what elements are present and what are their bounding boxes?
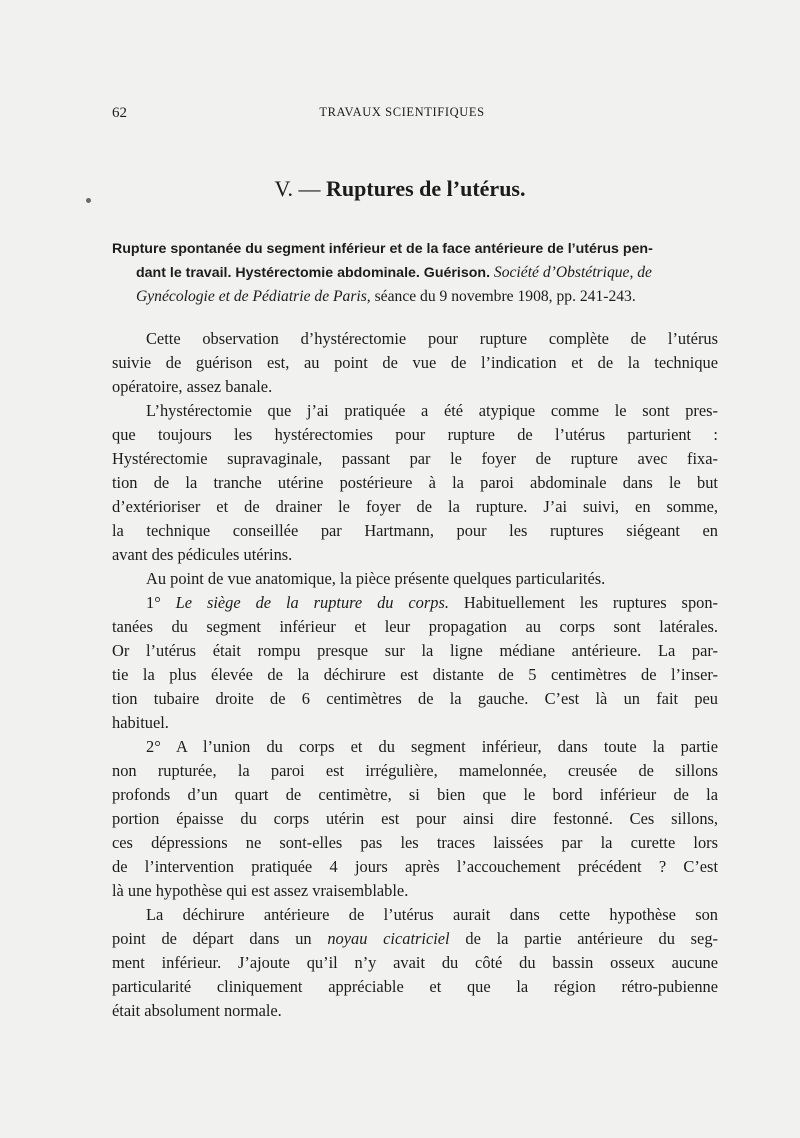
- text-line: Cette observation d’hystérectomie pour rupture complète de l’utérus: [146, 329, 718, 348]
- citation-line: [112, 237, 712, 261]
- journal-name: Société d’Obstétrique, de: [493, 264, 652, 281]
- text-line: particularité cliniquement appréciable et que la région rétro-pubienne: [112, 977, 718, 996]
- section-number: V. —: [274, 176, 321, 201]
- text-line: Or l’utérus était rompu presque sur la ligne médiane antérieure. La par-: [112, 641, 718, 660]
- text-line: [112, 927, 718, 951]
- session-date: séance du 9 novembre 1908, pp. 241-243.: [374, 288, 636, 305]
- running-title: TRAVAUX SCIENTIFIQUES: [319, 105, 485, 119]
- text-fragment: Habituellement les ruptures spon-: [448, 593, 718, 612]
- article-citation: [112, 237, 712, 308]
- text-line: ment inférieur. J’ajoute qu’il n’y avait du côté du bassin osseux aucune: [112, 953, 718, 972]
- text-line: avant des pédicules utérins.: [112, 545, 293, 564]
- text-line: de l’intervention pratiquée 4 jours après l’accouchement précédent ? C’est: [112, 857, 718, 876]
- section-title: Ruptures de l’utérus.: [326, 176, 526, 201]
- text-line: non rupturée, la paroi est irrégulière, mamelonnée, creusée de sillons: [112, 761, 718, 780]
- text-line: Hystérectomie supravaginale, passant par le foyer de rupture avec fixa-: [112, 449, 718, 468]
- citation-line: [112, 261, 712, 285]
- citation-line: [112, 285, 712, 308]
- text-line: tion tubaire droite de 6 centimètres de la gauche. C’est là un fait peu: [112, 689, 718, 708]
- article-title-bold-continued: dant le travail. Hystérectomie abdominale. Guérison.: [136, 265, 491, 281]
- text-line: habituel.: [112, 713, 169, 732]
- running-header: [112, 103, 692, 125]
- section-heading: [0, 176, 800, 202]
- italic-term: noyau cicatriciel: [327, 929, 450, 948]
- article-title-bold: Rupture spontanée du segment inférieur et de la face antérieure de l’utérus pen-: [112, 241, 653, 257]
- page-number: 62: [112, 105, 127, 121]
- text-line: L’hystérectomie que j’ai pratiquée a été atypique comme le sont pres-: [146, 401, 718, 420]
- text-line: ces dépressions ne sont-elles pas les traces laissées par la curette lors: [112, 833, 718, 852]
- text-line: [112, 591, 718, 615]
- text-fragment: point de départ dans un: [112, 929, 328, 948]
- text-line: profonds d’un quart de centimètre, si bien que le bord inférieur de la: [112, 785, 718, 804]
- text-line: était absolument normale.: [112, 1001, 282, 1020]
- text-line: tanées du segment inférieur et leur propagation au corps sont latérales.: [112, 617, 718, 636]
- text-line: 2° A l’union du corps et du segment inférieur, dans toute la partie: [146, 737, 718, 756]
- text-line: d’extérioriser et de drainer le foyer de la rupture. J’ai suivi, en somme,: [112, 497, 718, 516]
- text-line: La déchirure antérieure de l’utérus aurait dans cette hypothèse son: [146, 905, 718, 924]
- text-fragment: de la partie antérieure du seg-: [449, 929, 718, 948]
- list-number: 1°: [146, 593, 176, 612]
- italic-subheading: Le siège de la rupture du corps.: [175, 593, 449, 612]
- text-line: la technique conseillée par Hartmann, pour les ruptures siégeant en: [112, 521, 718, 540]
- text-line: que toujours les hystérectomies pour rupture de l’utérus parturient :: [112, 425, 718, 444]
- text-line: tie la plus élevée de la déchirure est distante de 5 centimètres de l’inser-: [112, 665, 718, 684]
- body-text: [112, 327, 718, 1023]
- text-line: opératoire, assez banale.: [112, 377, 273, 396]
- text-line: portion épaisse du corps utérin est pour ainsi dire festonné. Ces sillons,: [112, 809, 718, 828]
- text-line: Au point de vue anatomique, la pièce présente quelques particularités.: [146, 569, 606, 588]
- journal-name-continued: Gynécologie et de Pédiatrie de Paris,: [136, 288, 371, 305]
- text-line: suivie de guérison est, au point de vue de l’indication et de la technique: [112, 353, 718, 372]
- text-line: là une hypothèse qui est assez vraisemblable.: [112, 881, 409, 900]
- text-line: tion de la tranche utérine postérieure à la paroi abdominale dans le but: [112, 473, 718, 492]
